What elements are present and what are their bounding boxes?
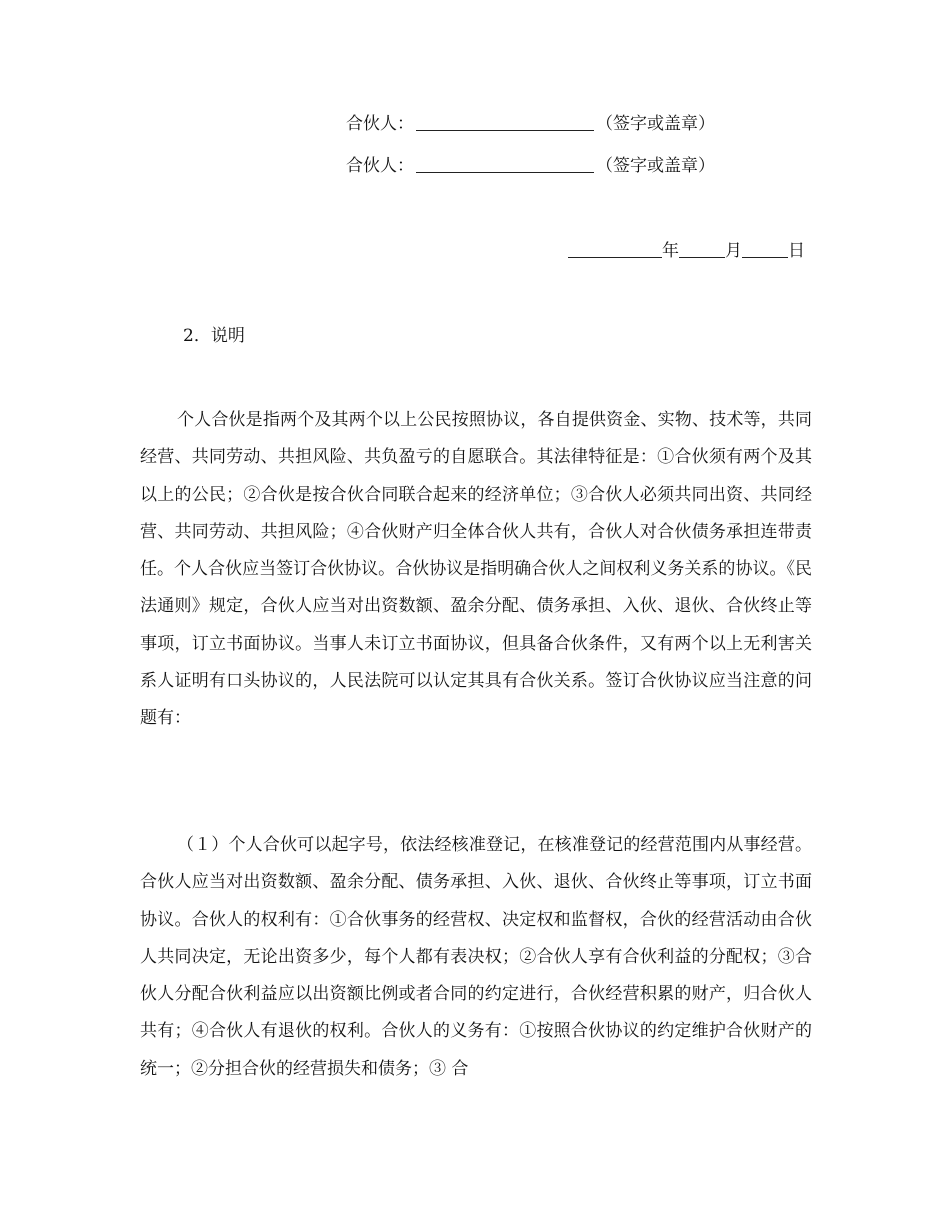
year-label: 年 bbox=[662, 241, 679, 261]
body-paragraph: （１）个人合伙可以起字号，依法经核准登记，在核准登记的经营范围内从事经营。合伙人应当对出资数额、盈余分配、债务承担、入伙、退伙、合伙终止等事项，订立书面协议。合伙人的权利有：①合伙事务的经营权、决定权和监督权，合伙的经营活动由合伙人共同决定，无论出资多少，每个人都有表决权；②合伙人享有合伙利益的分配权；③合伙人分配合伙利益应以出资额比例或者合同的约定进行，合伙经营积累的财产，归合伙人共有；④合伙人有退伙的权利。合伙人的义务有：①按照合伙协议的约定维护合伙财产的统一；②分担合伙的经营损失和债务；③ 合 bbox=[140, 835, 812, 1079]
signature-label: 合伙人： bbox=[346, 114, 414, 134]
day-label: 日 bbox=[788, 241, 805, 261]
body-paragraph: 个人合伙是指两个及其两个以上公民按照协议，各自提供资金、实物、技术等，共同经营、共同劳动、共担风险、共负盈亏的自愿联合。其法律特征是：①合伙须有两个及其以上的公民；②合伙是按合伙合同联合起来的经济单位；③合伙人必须共同出资、共同经营、共同劳动、共担风险；④合伙财产归全体合伙人共有，合伙人对合伙债务承担连带责任。个人合伙应当签订合伙协议。合伙协议是指明确合伙人之间权利义务关系的协议。《民法通则》规定，合伙人应当对出资数额、盈余分配、债务承担、入伙、退伙、合伙终止等事项，订立书面协议。当事人未订立书面协议，但具备合伙条件，又有两个以上无利害关系人证明有口头协议的，人民法院可以认定其具有合伙关系。签订合伙协议应当注意的问题有： bbox=[140, 410, 812, 729]
signature-blank bbox=[416, 112, 594, 131]
section-heading: 2．说明 bbox=[183, 326, 245, 346]
signature-blank bbox=[416, 154, 594, 173]
signature-line-2 bbox=[346, 154, 715, 178]
signature-label: 合伙人： bbox=[346, 156, 414, 176]
date-line bbox=[568, 239, 805, 263]
signature-note: （签字或盖章） bbox=[596, 114, 715, 134]
month-label: 月 bbox=[725, 241, 742, 261]
month-blank bbox=[679, 239, 725, 258]
year-blank bbox=[568, 239, 662, 258]
signature-note: （签字或盖章） bbox=[596, 156, 715, 176]
day-blank bbox=[742, 239, 788, 258]
signature-line-1 bbox=[346, 112, 715, 136]
